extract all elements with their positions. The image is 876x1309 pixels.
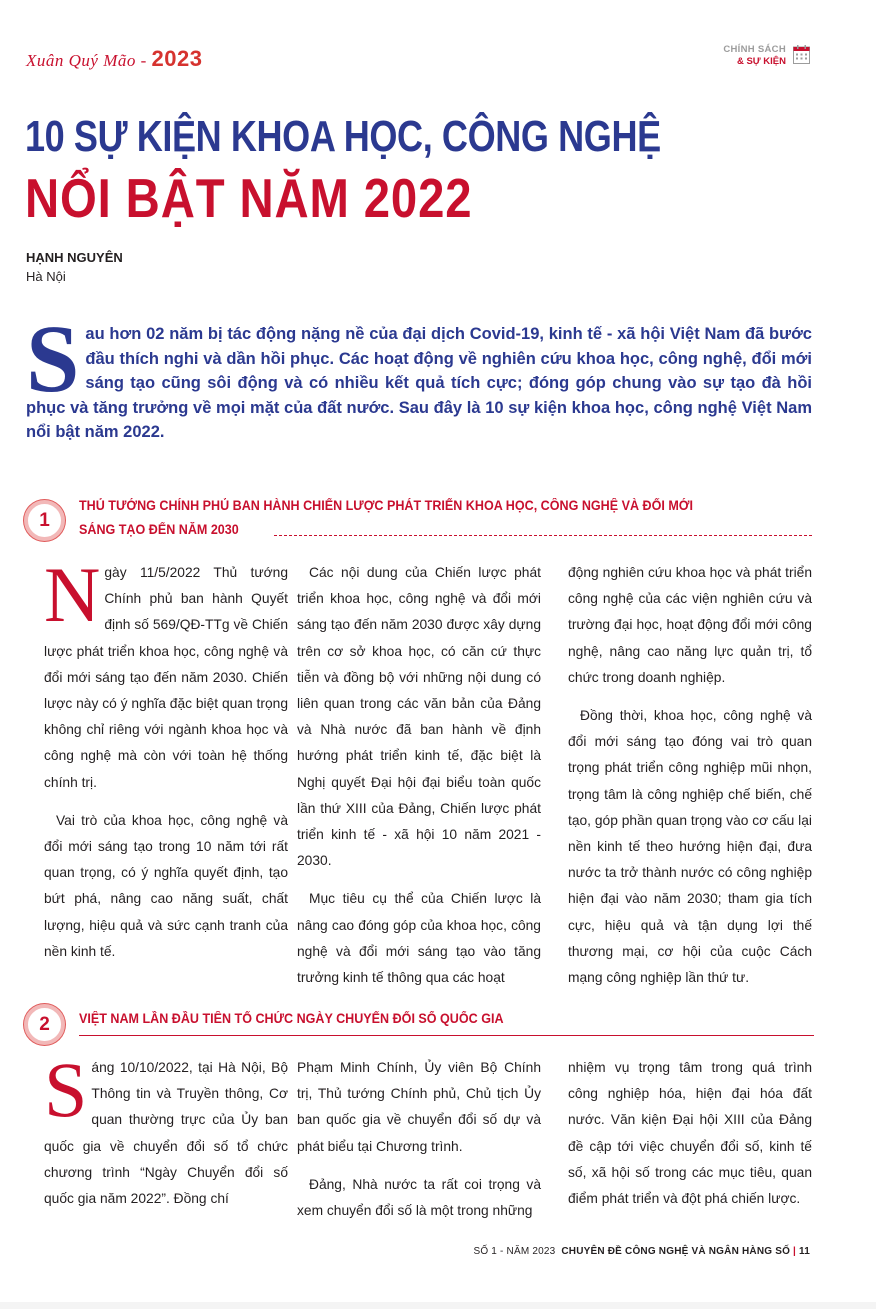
lead-dropcap: S xyxy=(26,305,80,412)
section1-title-line2: SÁNG TẠO ĐẾN NĂM 2030 xyxy=(79,522,239,537)
section1-column1 xyxy=(44,551,288,977)
footer-separator: | xyxy=(793,1246,797,1257)
section1-col2-para1: Các nội dung của Chiến lược phát triển khoa học, công nghệ và đổi mới sáng tạo đến năm 2030 được xây dựng trên cơ sở khoa học, có căn cứ thực tiễn và đồng bộ với những nội dung có liên quan trong các văn bản của Đảng và Nhà nước đã ban hành về định hướng phát triển kinh tế, đặc biệt là Nghị quyết Đại hội đại biểu toàn quốc lần thứ XIII của Đảng, Chiến lược phát triển kinh tế - xã hội 10 năm 2021 - 2030. xyxy=(297,565,541,869)
issue-year: 2023 xyxy=(151,46,203,71)
section1-rule xyxy=(274,535,812,536)
section2-col1-para1 xyxy=(44,1046,288,1212)
footer-publication: CHUYÊN ĐỀ CÔNG NGHỆ VÀ NGÂN HÀNG SỐ xyxy=(561,1246,791,1257)
section2-col1-para1-text: áng 10/10/2022, tại Hà Nội, Bộ Thông tin và Truyền thông, Cơ quan thường trực của Ủy ban quốc gia về chuyển đổi số tổ chức chương trình “Ngày Chuyển đổi số quốc gia năm 2022”. Đồng chí xyxy=(44,1060,288,1207)
section2-dropcap: S xyxy=(44,1046,88,1133)
section1-heading xyxy=(24,500,814,544)
section2-column3 xyxy=(568,1055,812,1224)
section1-col1-para1-text: gày 11/5/2022 Thủ tướng Chính phủ ban hành Quyết định số 569/QĐ-TTg về Chiến lược phát triển khoa học, công nghệ và đổi mới sáng tạo đến năm 2030. Chiến lược này có ý nghĩa đặc biệt quan trọng không chỉ riêng với ngành khoa học và công nghệ mà còn với toàn hệ thống chính trị. xyxy=(44,565,288,790)
section1-column3 xyxy=(568,560,812,1003)
section2-col3-para1: nhiệm vụ trọng tâm trong quá trình công nghiệp hóa, hiện đại hóa đất nước. Văn kiện Đại hội XIII của Đảng đề cập tới việc chuyển đổi số, kinh tế số, xã hội số trong các mục tiêu, quan điểm phát triển và đột phá chiến lược. xyxy=(568,1060,812,1207)
section1-col3-para1: động nghiên cứu khoa học và phát triển công nghệ của các viện nghiên cứu và trường đại học, hoạt động đổi mới công nghệ, nâng cao năng lực quản trị, tổ chức trong doanh nghiệp. xyxy=(568,565,812,685)
section1-dropcap: N xyxy=(44,551,101,638)
issue-label xyxy=(26,46,202,72)
section2-column2 xyxy=(297,1055,541,1236)
issue-label-text: Xuân Quý Mão - xyxy=(26,51,152,70)
section2-title: VIỆT NAM LẦN ĐẦU TIÊN TỔ CHỨC NGÀY CHUYỂN ĐỔI SỐ QUỐC GIA xyxy=(79,1011,504,1026)
section2-rule xyxy=(79,1035,814,1036)
calendar-icon xyxy=(793,45,810,64)
page-footer xyxy=(440,1246,810,1257)
lead-text: au hơn 02 năm bị tác động nặng nề của đại dịch Covid-19, kinh tế - xã hội Việt Nam đã bước đầu thích nghi và dần hồi phục. Các hoạt động về nghiên cứu khoa học, công nghệ, đổi mới sáng tạo cũng sôi động và có nhiều kết quả tích cực; đóng góp chung vào sự tạo đà hồi phục và tăng trưởng về mọi mặt của đất nước. Sau đây là 10 sự kiện khoa học, công nghệ Việt Nam nổi bật năm 2022. xyxy=(26,325,812,442)
section1-col1-para1 xyxy=(44,551,288,796)
section2-col2-para1: Phạm Minh Chính, Ủy viên Bộ Chính trị, Thủ tướng Chính phủ, Chủ tịch Ủy ban quốc gia về chuyển đổi số dự và phát biểu tại Chương trình. xyxy=(297,1060,541,1154)
page-number: 11 xyxy=(799,1246,810,1257)
section1-col3-para2: Đồng thời, khoa học, công nghệ và đổi mới sáng tạo đóng vai trò quan trọng phát triển công nghiệp mũi nhọn, trọng tâm là công nghiệp chế biến, chế tạo, góp phần quan trọng vào cơ cấu lại nền kinh tế theo hướng hiện đại, đưa nước ta trở thành nước có công nghiệp hiện đại vào năm 2030; tham gia tích cực, hiệu quả và tận dụng lợi thế thương mại, cơ hội của cuộc Cách mạng công nghiệp lần thứ tư. xyxy=(568,708,812,986)
page-bottom-edge xyxy=(0,1302,876,1309)
author-name: HẠNH NGUYÊN xyxy=(26,250,123,265)
section2-number-badge: 2 xyxy=(24,1004,65,1045)
author-location: Hà Nội xyxy=(26,269,66,284)
section2-heading xyxy=(24,1004,814,1044)
footer-issue: SỐ 1 - NĂM 2023 xyxy=(473,1246,556,1257)
section-tag-line2: & SỰ KIỆN xyxy=(736,56,786,67)
lead-paragraph xyxy=(26,305,812,445)
section2-col2-para2: Đảng, Nhà nước ta rất coi trọng và xem chuyển đổi số là một trong những xyxy=(297,1176,541,1219)
section1-column2 xyxy=(297,560,541,1003)
section-tag-line1: CHÍNH SÁCH xyxy=(723,44,786,55)
section1-col1-para2: Vai trò của khoa học, công nghệ và đổi mới sáng tạo trong 10 năm tới rất quan trọng, có ý nghĩa quyết định, tạo bứt phá, nâng cao năng suất, chất lượng, hiệu quả và sức cạnh tranh của nền kinh tế. xyxy=(44,812,288,959)
article-title-line2: NỔI BẬT NĂM 2022 xyxy=(25,167,473,229)
article-title-line1: 10 SỰ KIỆN KHOA HỌC, CÔNG NGHỆ xyxy=(25,112,661,161)
section2-column1 xyxy=(44,1046,288,1224)
section1-col2-para2: Mục tiêu cụ thể của Chiến lược là nâng cao đóng góp của khoa học, công nghệ và đổi mới sáng tạo vào tăng trưởng kinh tế thông qua các hoạt xyxy=(297,891,541,986)
section1-title-line1: THỦ TƯỚNG CHÍNH PHỦ BAN HÀNH CHIẾN LƯỢC PHÁT TRIỂN KHOA HỌC, CÔNG NGHỆ VÀ ĐỔI MỚI xyxy=(79,498,693,513)
section-tag xyxy=(723,44,786,68)
section1-number-badge: 1 xyxy=(24,500,65,541)
